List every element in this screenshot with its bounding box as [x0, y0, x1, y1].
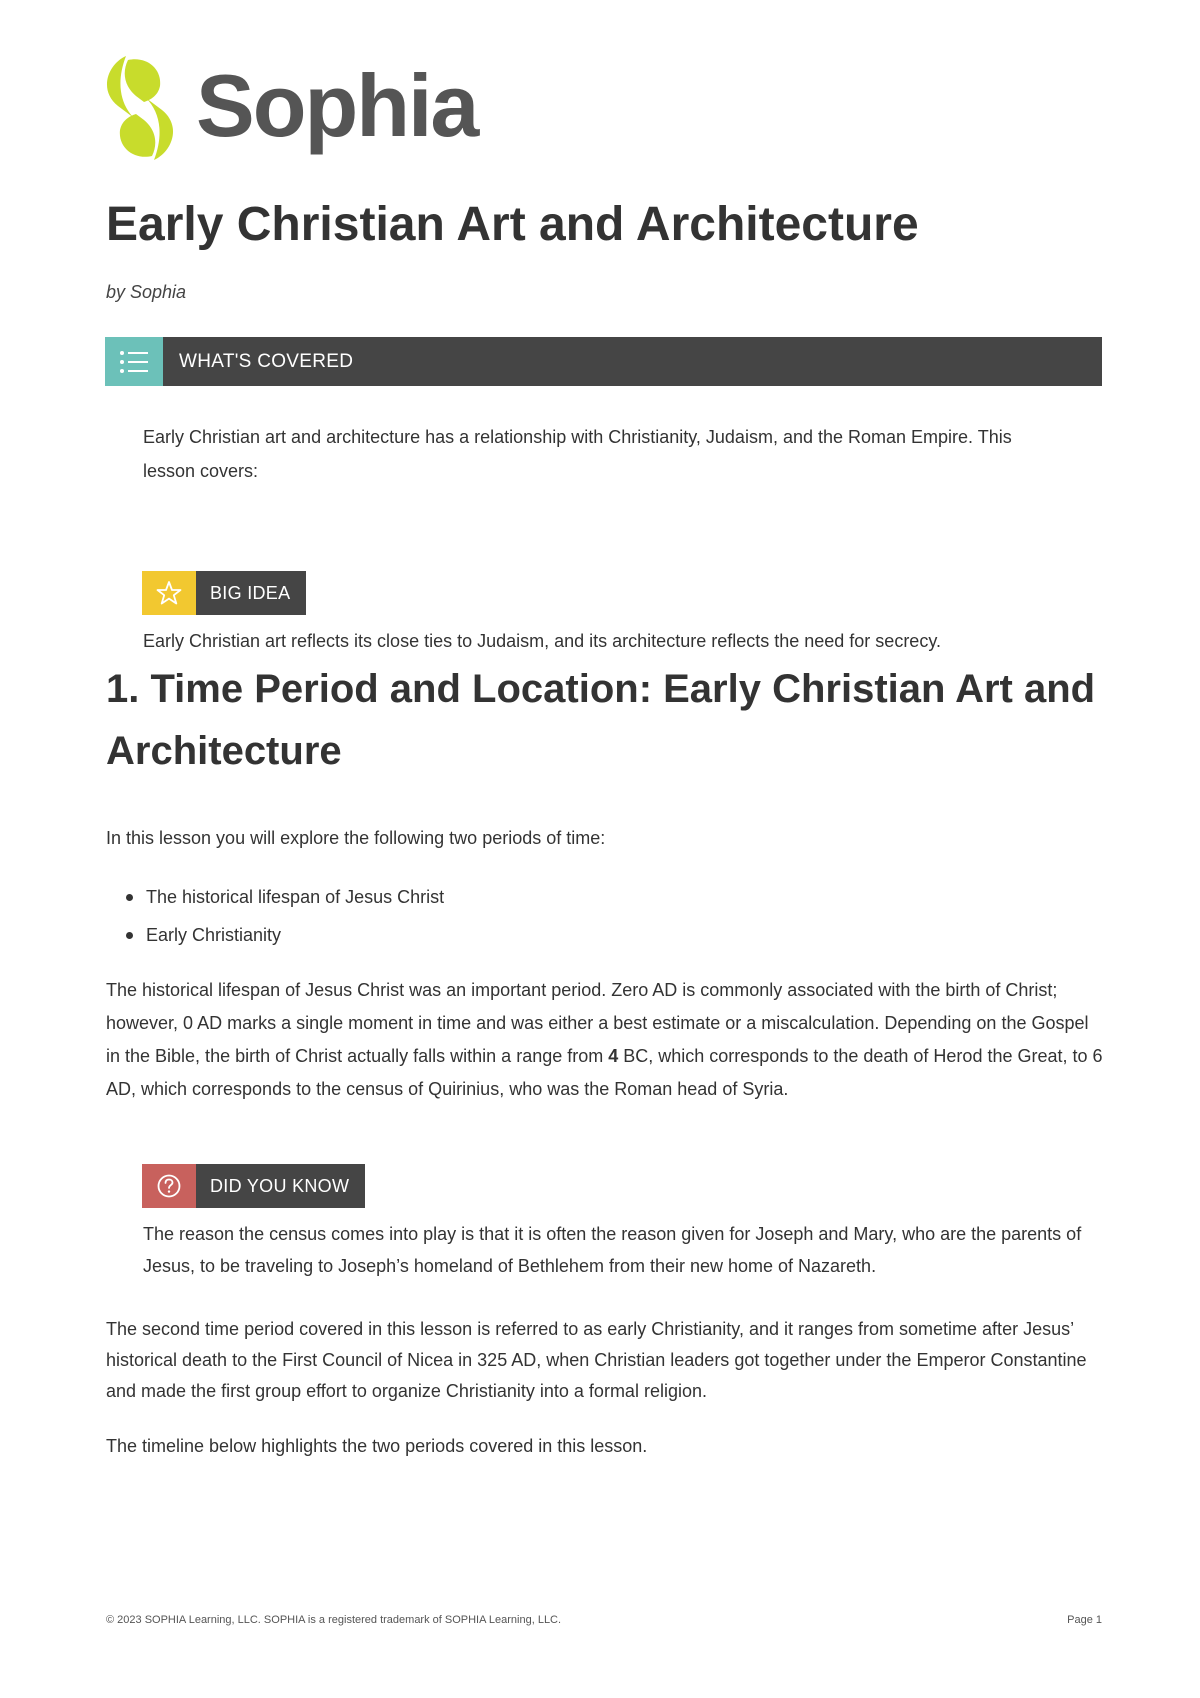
lifespan-paragraph: [106, 974, 1106, 1106]
timeline-intro: The timeline below highlights the two periods covered in this lesson.: [106, 1436, 648, 1456]
byline: by Sophia: [106, 282, 187, 302]
page-title: Early Christian Art and Architecture: [106, 198, 919, 251]
did-you-know-callout: [142, 1164, 365, 1208]
star-icon: [142, 571, 196, 615]
did-you-know-label: DID YOU KNOW: [196, 1164, 365, 1208]
page-number: Page 1: [1067, 1614, 1102, 1626]
footer-copyright: © 2023 SOPHIA Learning, LLC. SOPHIA is a registered trademark of SOPHIA Learning, LLC.: [106, 1614, 562, 1626]
big-idea-callout: [142, 571, 306, 615]
sophia-logo: [104, 56, 477, 160]
lifespan-text-start: The historical lifespan of Jesus Christ was an important period. Zero AD is commonly associated with the birth of Christ; however, 0 AD marks a single moment in time and was either a best estimate or a miscalculation. Depending on the Gospel in the Bible, the birth of Christ actually falls within a range from: [106, 980, 1089, 1066]
lifespan-bold-number: 4: [608, 1046, 619, 1066]
list-item: Early Christianity: [106, 916, 444, 954]
section-intro: In this lesson you will explore the following two periods of time:: [106, 828, 606, 848]
lifespan-text-end: BC, which corresponds to the death of Herod the Great, to 6 AD, which corresponds to the census of Quirinius, who was the Roman head of Syria.: [106, 1046, 1103, 1099]
page-footer: [106, 1614, 1102, 1626]
big-idea-label: BIG IDEA: [196, 571, 306, 615]
section-heading: 1. Time Period and Location: Early Christian Art and Architecture: [106, 667, 1096, 773]
whats-covered-text: Early Christian art and architecture has a relationship with Christianity, Judaism, and the Roman Empire. This lesson covers:: [143, 427, 1012, 481]
whats-covered-bar: [105, 337, 1102, 386]
logo-wordmark: Sophia: [196, 56, 478, 155]
periods-list: [106, 878, 444, 954]
list-icon: [105, 337, 163, 386]
list-item: The historical lifespan of Jesus Christ: [106, 878, 444, 916]
did-you-know-text: The reason the census comes into play is that it is often the reason given for Joseph and Mary, who are the parents of Jesus, to be traveling to Joseph’s homeland of Bethlehem from their new home of Nazareth.: [143, 1224, 1082, 1276]
whats-covered-label: WHAT'S COVERED: [179, 350, 354, 372]
big-idea-text: Early Christian art reflects its close ties to Judaism, and its architecture reflects the need for secrecy.: [143, 631, 941, 651]
question-icon: [142, 1164, 196, 1208]
second-period-paragraph: The second time period covered in this lesson is referred to as early Christianity, and it ranges from sometime after Jesus’ historical death to the First Council of Nicea in 325 AD, when Christian leaders got together under the Emperor Constantine and made the first group effort to organize Christianity into a formal religion.: [106, 1319, 1087, 1401]
sophia-mark-icon: [104, 56, 176, 160]
